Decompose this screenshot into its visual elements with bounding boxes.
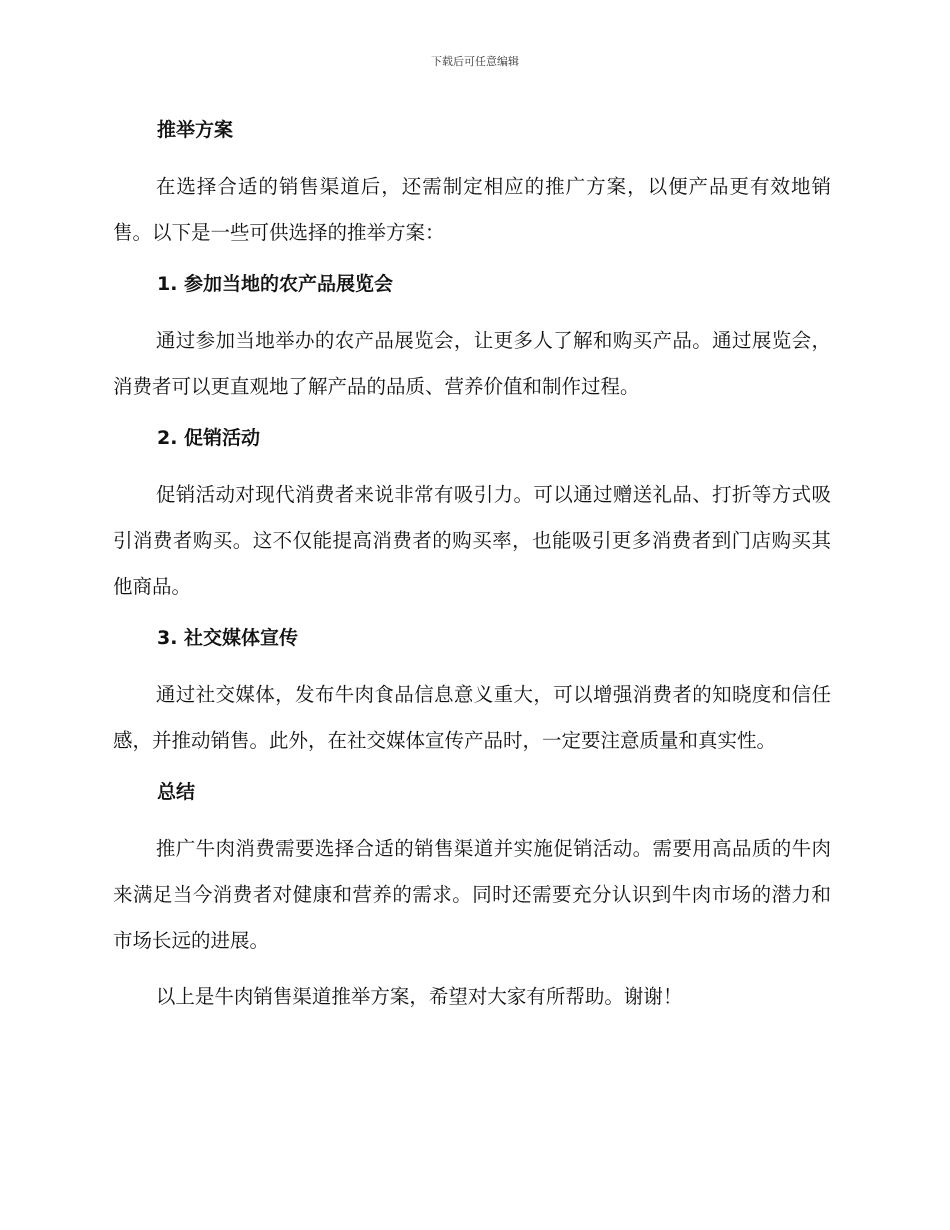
paragraph: 通过社交媒体，发布牛肉食品信息意义重大，可以增强消费者的知晓度和信任感，并推动销售。此外，在社交媒体宣传产品时，一定要注意质量和真实性。 — [113, 683, 831, 752]
section-social-media — [113, 620, 831, 764]
page-header: 下载后可任意编辑 — [431, 55, 519, 68]
section-heading: 推举方案 — [157, 119, 234, 141]
section-recommendation — [113, 112, 831, 256]
section-heading: 2. 促销活动 — [157, 427, 261, 449]
paragraph: 在选择合适的销售渠道后，还需制定相应的推广方案，以便产品更有效地销售。以下是一些可供选择的推举方案： — [113, 175, 831, 244]
paragraph: 推广牛肉消费需要选择合适的销售渠道并实施促销活动。需要用高品质的牛肉来满足当今消费者对健康和营养的需求。同时还需要充分认识到牛肉市场的潜力和市场长远的进展。 — [113, 837, 831, 952]
paragraph: 促销活动对现代消费者来说非常有吸引力。可以通过赠送礼品、打折等方式吸引消费者购买。这不仅能提高消费者的购买率，也能吸引更多消费者到门店购买其他商品。 — [113, 483, 831, 598]
section-heading: 3. 社交媒体宣传 — [157, 627, 299, 649]
section-summary — [113, 774, 831, 1020]
section-promotion — [113, 420, 831, 610]
section-heading: 1. 参加当地的农产品展览会 — [157, 273, 394, 295]
document-body — [113, 112, 831, 1020]
paragraph: 通过参加当地举办的农产品展览会，让更多人了解和购买产品。通过展览会，消费者可以更直观地了解产品的品质、营养价值和制作过程。 — [113, 329, 831, 398]
paragraph: 以上是牛肉销售渠道推举方案，希望对大家有所帮助。谢谢！ — [155, 985, 683, 1008]
section-heading: 总结 — [157, 781, 196, 803]
section-exhibition — [113, 266, 831, 410]
